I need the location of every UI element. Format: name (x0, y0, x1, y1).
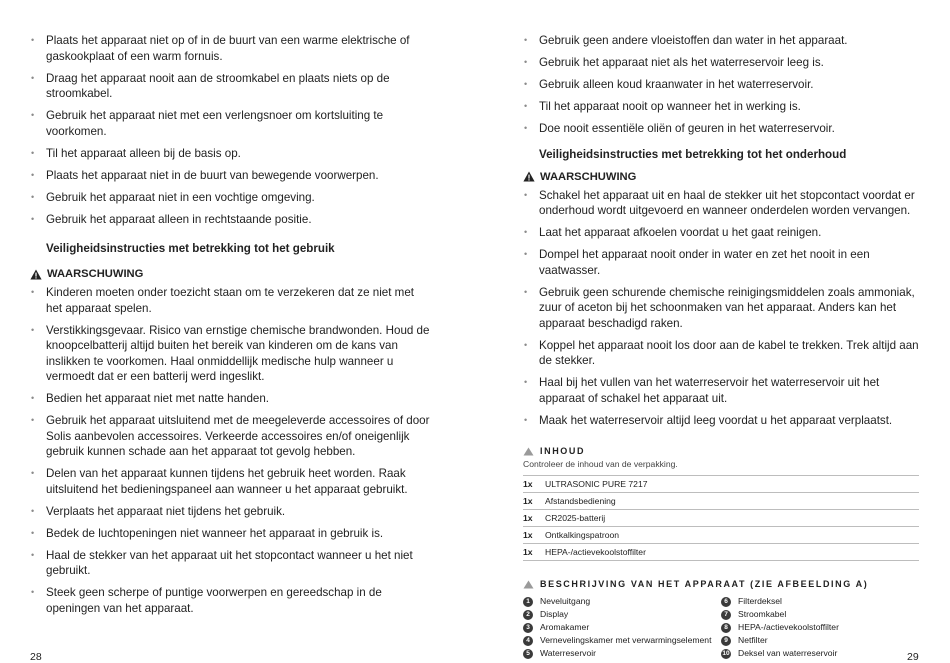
part-number-badge: 9 (721, 636, 731, 646)
part-item (523, 647, 721, 660)
part-item (523, 595, 721, 608)
part-label: Deksel van waterreservoir (738, 648, 838, 658)
bullet-item: • Koppel het apparaat nooit los door aan de kabel te trekken. Trek altijd aan de stekker. (523, 338, 923, 369)
part-label: Display (540, 609, 569, 619)
bullet-item: • Gebruik het apparaat niet met een verlengsnoer om kortsluiting te voorkomen. (30, 108, 430, 139)
bullet-item: • Verplaats het apparaat niet tijdens het gebruik. (30, 504, 430, 520)
warning-triangle-icon (30, 269, 42, 280)
quantity-cell: 1x (523, 510, 545, 527)
bullet-item: • Steek geen scherpe of puntige voorwerpen en gereedschap in de openingen van het apparaat. (30, 585, 430, 616)
warning-triangle-icon (523, 171, 535, 182)
inhoud-heading (523, 445, 923, 457)
parts-list (523, 595, 923, 660)
bullet-item: • Kinderen moeten onder toezicht staan om te verzekeren dat ze niet met het apparaat spelen. (30, 285, 430, 316)
part-label: Stroomkabel (738, 609, 787, 619)
section-title-onderhoud: Veiligheidsinstructies met betrekking tot het onderhoud (539, 147, 847, 161)
bullet-item: • Schakel het apparaat uit en haal de stekker uit het stopcontact voordat er onderhoud wordt uitgevoerd en wanneer onderdelen worden vervangen. (523, 188, 923, 219)
bullet-item: • Gebruik het apparaat alleen in rechtstaande positie. (30, 212, 430, 228)
bullet-item: • Laat het apparaat afkoelen voordat u het gaat reinigen. (523, 225, 923, 241)
part-number-badge: 1 (523, 597, 533, 607)
part-item (721, 595, 919, 608)
right-bullet-list-b (523, 188, 923, 429)
bullet-item: • Draag het apparaat nooit aan de stroomkabel en plaats niets op de stroomkabel. (30, 71, 430, 102)
bullet-item: • Dompel het apparaat nooit onder in water en zet het nooit in een vaatwasser. (523, 247, 923, 278)
parts-column-2 (721, 595, 919, 660)
table-row (523, 493, 919, 510)
inhoud-title: INHOUD (540, 446, 586, 456)
bullet-item: • Delen van het apparaat kunnen tijdens het gebruik heet worden. Raak uitsluitend het bedieningspaneel aan wanneer u het apparaat gebruikt. (30, 466, 430, 497)
part-number-badge: 4 (523, 636, 533, 646)
quantity-cell: 1x (523, 544, 545, 561)
section-triangle-icon (523, 580, 534, 589)
bullet-item: • Gebruik het apparaat niet in een vochtige omgeving. (30, 190, 430, 206)
bullet-item: • Gebruik het apparaat niet als het waterreservoir leeg is. (523, 55, 923, 71)
bullet-item: • Gebruik geen andere vloeistoffen dan water in het apparaat. (523, 33, 923, 49)
table-row (523, 527, 919, 544)
part-item (523, 608, 721, 621)
inhoud-table (523, 475, 919, 561)
section-title-gebruik: Veiligheidsinstructies met betrekking tot het gebruik (46, 242, 335, 255)
table-row (523, 476, 919, 493)
part-label: Neveluitgang (540, 596, 591, 606)
bullet-item: • Plaats het apparaat niet in de buurt van bewegende voorwerpen. (30, 168, 430, 184)
part-label: Filterdeksel (738, 596, 782, 606)
left-bullet-list-a (30, 33, 430, 227)
item-cell: CR2025-batterij (545, 510, 919, 527)
table-row (523, 544, 919, 561)
warning-heading (523, 170, 923, 184)
bullet-item: • Gebruik het apparaat uitsluitend met de meegeleverde accessoires of door Solis aanbevolen accessoires. Verkeerde accessoires en/of oneigenlijk gebruik kunnen schade aan het apparaat tot gevolg hebben. (30, 413, 430, 460)
part-label: Vernevelingskamer met verwarmingselement (540, 635, 712, 645)
quantity-cell: 1x (523, 476, 545, 493)
right-page (475, 0, 950, 663)
part-label: Aromakamer (540, 622, 590, 632)
inhoud-subtitle: Controleer de inhoud van de verpakking. (523, 459, 678, 469)
warning-label: WAARSCHUWING (47, 268, 144, 280)
bullet-item: • Verstikkingsgevaar. Risico van ernstige chemische brandwonden. Houd de knoopcelbatterij altijd buiten het bereik van kinderen om de kans van inslikken te voorkomen. Haal onmiddellijk medische hulp wanneer u vermoedt dat er een batterij werd ingeslikt. (30, 323, 430, 385)
part-number-badge: 7 (721, 610, 731, 620)
right-column (523, 33, 923, 660)
beschrijving-section (523, 578, 923, 660)
part-number-badge: 5 (523, 649, 533, 659)
parts-column-1 (523, 595, 721, 660)
part-number-badge: 8 (721, 623, 731, 633)
bullet-item: • Gebruik alleen koud kraanwater in het waterreservoir. (523, 77, 923, 93)
item-cell: ULTRASONIC PURE 7217 (545, 476, 919, 493)
inhoud-section (523, 445, 923, 561)
item-cell: Afstandsbediening (545, 493, 919, 510)
item-cell: Ontkalkingspatroon (545, 527, 919, 544)
part-item (523, 634, 721, 647)
bullet-item: • Gebruik geen schurende chemische reinigingsmiddelen zoals ammoniak, zuur of aceton bij het schoonmaken van het apparaat. Anders kan het apparaat beschadigd raken. (523, 285, 923, 332)
bullet-item: • Bedien het apparaat niet met natte handen. (30, 391, 430, 407)
quantity-cell: 1x (523, 527, 545, 544)
part-number-badge: 6 (721, 597, 731, 607)
beschrijving-title: BESCHRIJVING VAN HET APPARAAT (ZIE AFBEELDING A) (540, 579, 869, 589)
left-bullet-list-b (30, 285, 430, 616)
left-column (30, 33, 430, 623)
right-bullet-list-a (523, 33, 923, 137)
part-item (523, 621, 721, 634)
part-item (721, 608, 919, 621)
bullet-item: • Haal bij het vullen van het waterreservoir het waterreservoir uit het apparaat of schakel het apparaat uit. (523, 375, 923, 406)
warning-heading (30, 267, 430, 281)
part-label: Netfilter (738, 635, 768, 645)
bullet-item: • Maak het waterreservoir altijd leeg voordat u het apparaat verplaatst. (523, 413, 923, 429)
bullet-item: • Doe nooit essentiële oliën of geuren in het waterreservoir. (523, 121, 923, 137)
part-label: Waterreservoir (540, 648, 597, 658)
bullet-item: • Haal de stekker van het apparaat uit het stopcontact wanneer u het niet gebruikt. (30, 548, 430, 579)
part-item (721, 647, 919, 660)
beschrijving-heading (523, 578, 923, 590)
bullet-item: • Til het apparaat alleen bij de basis op. (30, 146, 430, 162)
part-number-badge: 2 (523, 610, 533, 620)
item-cell: HEPA-/actievekoolstoffilter (545, 544, 919, 561)
page-number: 28 (30, 651, 42, 663)
bullet-item: • Bedek de luchtopeningen niet wanneer het apparaat in gebruik is. (30, 526, 430, 542)
part-item (721, 634, 919, 647)
quantity-cell: 1x (523, 493, 545, 510)
bullet-item: • Til het apparaat nooit op wanneer het in werking is. (523, 99, 923, 115)
bullet-item: • Plaats het apparaat niet op of in de buurt van een warme elektrische of gaskookplaat of een warm fornuis. (30, 33, 430, 64)
part-number-badge: 10 (722, 650, 730, 657)
section-triangle-icon (523, 447, 534, 456)
table-row (523, 510, 919, 527)
part-item (721, 621, 919, 634)
part-number-badge: 3 (523, 623, 533, 633)
page-number: 29 (907, 651, 919, 663)
part-label: HEPA-/actievekoolstoffilter (738, 622, 839, 632)
warning-label: WAARSCHUWING (540, 170, 637, 183)
